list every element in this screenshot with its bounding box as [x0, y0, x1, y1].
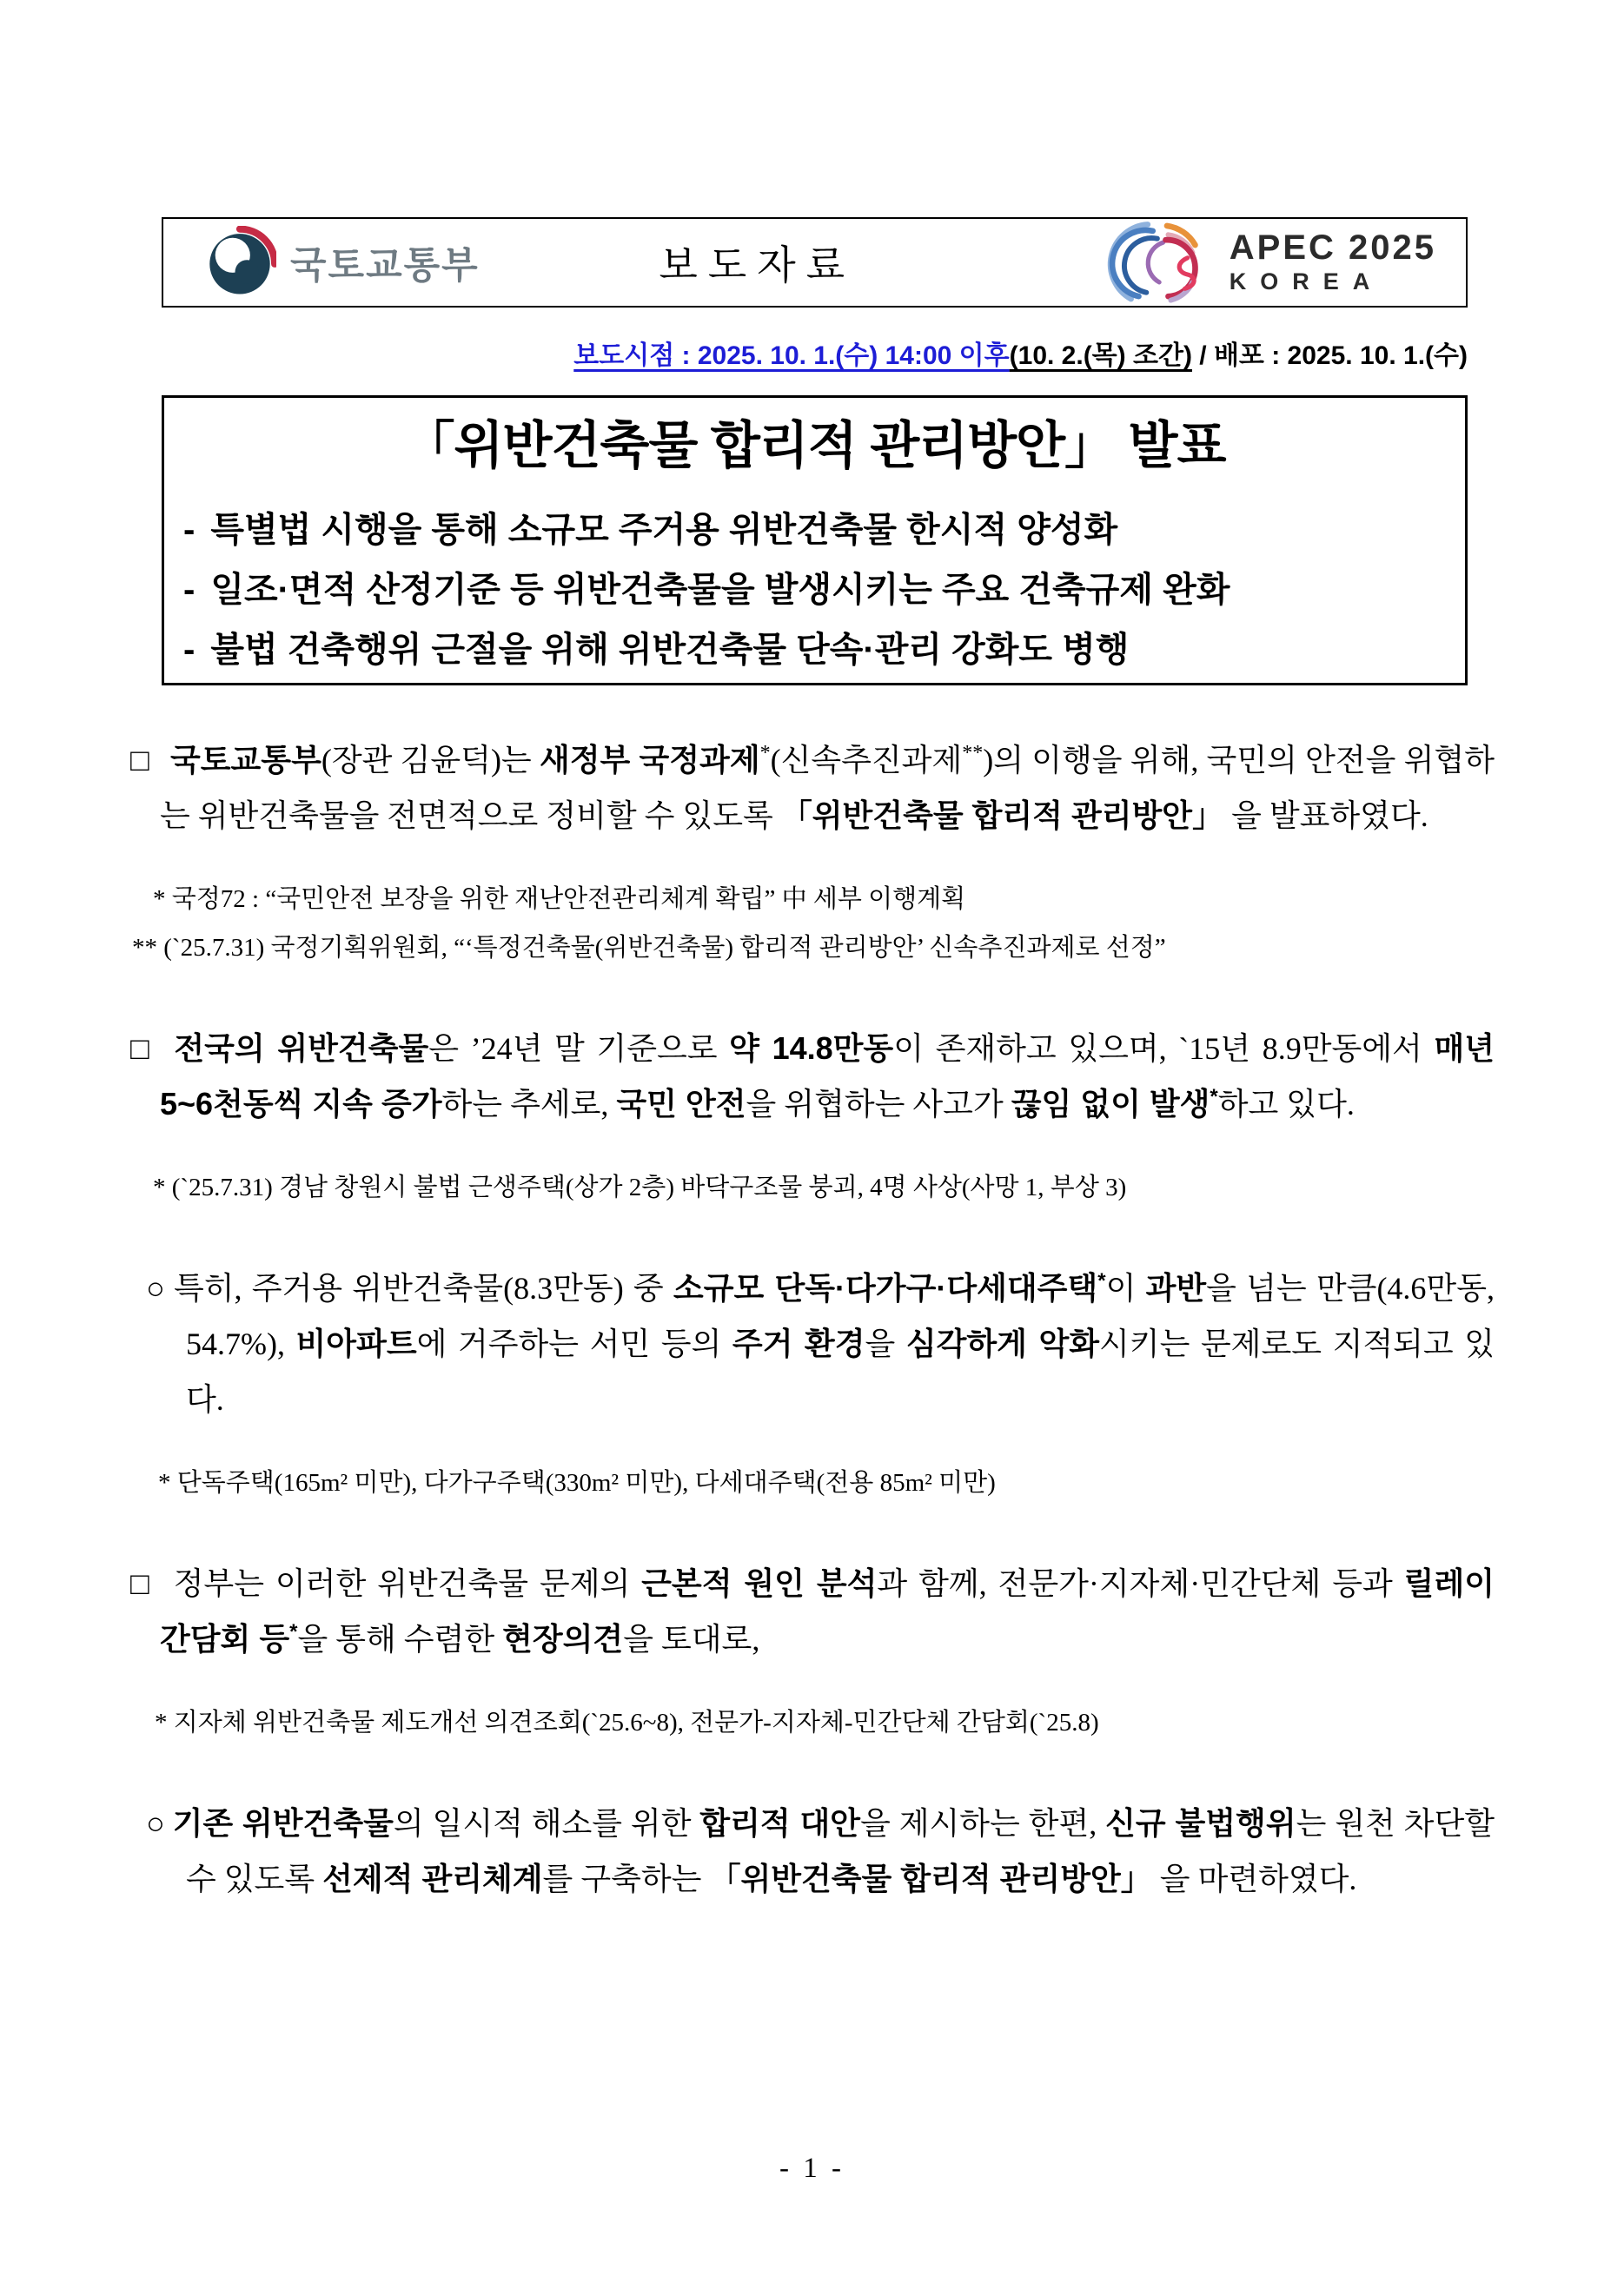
header-box: [162, 217, 1468, 308]
text-run: 소규모 단독·다가구·다세대주택: [673, 1270, 1098, 1306]
text-run: 을 제시하는 한편,: [860, 1806, 1106, 1841]
text-run: 특히, 주거용 위반건축물(8.3만동) 중: [173, 1271, 673, 1306]
footnote-line: * 지자체 위반건축물 제도개선 의견조회(`25.6~8), 전문가-지자체-민간단체 간담회(`25.8): [155, 1709, 1099, 1737]
text-run: )의 이행을 위해, 국민의 안전을 위협하는 위반건축물을 전면적으로 정비할 수 있도록: [160, 743, 1495, 833]
text-run: (신속추진과제: [770, 743, 963, 777]
text-run: 을 토대로,: [623, 1622, 760, 1657]
text-run: 과 함께, 전문가·지자체·민간단체 등과: [877, 1566, 1404, 1601]
text-run: 끊임 없이 발생: [1011, 1086, 1210, 1122]
footnote-block: [130, 1459, 1495, 1507]
text-run: 새정부 국정과제: [539, 742, 760, 777]
page-title: 「위반건축물 합리적 관리방안」 발표: [403, 417, 1226, 474]
text-run: 이 존재하고 있으며, `15년 8.9만동에서: [893, 1031, 1435, 1066]
superscript-asterisk: *: [289, 1620, 298, 1644]
text-run: 는 원천 차단할 수 있도록: [186, 1806, 1495, 1896]
molit-taegeuk-icon: [203, 226, 276, 299]
text-run: 을 발표하였다.: [1223, 798, 1428, 833]
title-box-bullet-text: 불법 건축행위 근절을 위해 위반건축물 단속·관리 강화도 병행: [210, 631, 1130, 669]
apec-title: APEC 2025: [1229, 228, 1436, 267]
text-run: 심각하게 악화: [905, 1326, 1100, 1361]
text-run: 약 14.8만동: [729, 1030, 894, 1066]
footnote-line: * 단독주택(165m² 미만), 다가구주택(330m² 미만), 다세대주택(전용 85m² 미만): [158, 1469, 996, 1497]
square-marker: □: [130, 743, 149, 777]
superscript-asterisk: *: [1097, 1269, 1106, 1293]
title-box-bullet-text: 특별법 시행을 통해 소규모 주거용 위반건축물 한시적 양성화: [210, 511, 1118, 549]
text-run: 를 구축하는: [542, 1862, 710, 1896]
title-box-bullet-text: 일조·면적 산정기준 등 위반건축물을 발생시키는 주요 건축규제 완화: [210, 571, 1230, 609]
body-paragraph: [130, 1796, 1495, 1907]
text-run: 기존 위반건축물: [172, 1805, 394, 1841]
text-run: 하는 추세로,: [441, 1087, 617, 1122]
title-box-bullets: [183, 500, 1446, 680]
embargo-time: 보도시점 : 2025. 10. 1.(수) 14:00 이후: [573, 341, 1010, 370]
text-run: 정부는 이러한 위반건축물 문제의: [173, 1566, 642, 1601]
release-info-line: [162, 334, 1468, 372]
body-paragraph: [130, 1556, 1495, 1667]
body-paragraph: [130, 1021, 1495, 1132]
text-run: 과반: [1145, 1270, 1207, 1306]
circle-marker: ○: [146, 1271, 167, 1306]
page-number: - 1 -: [779, 2153, 845, 2184]
text-run: 현장의견: [502, 1621, 624, 1657]
title-box: [162, 395, 1468, 685]
text-run: 을 위협하는 사고가: [746, 1087, 1011, 1122]
ministry-name: 국토교통부: [290, 244, 480, 287]
text-run: 릴레이 간담회 등: [160, 1565, 1495, 1657]
circle-marker: ○: [146, 1806, 166, 1841]
body-paragraph: [130, 732, 1495, 844]
dash-marker: -: [183, 631, 196, 669]
text-run: 에 거주하는 서민 등의: [416, 1327, 732, 1361]
square-marker: □: [130, 1031, 154, 1066]
dash-marker: -: [183, 571, 196, 609]
text-run: 은 ’24년 말 기준으로: [428, 1031, 730, 1066]
text-run: 「위반건축물 합리적 관리방안」: [780, 797, 1224, 833]
text-run: 을: [865, 1327, 906, 1361]
apec-mark-icon: [1087, 221, 1217, 304]
title-box-bullet: [183, 500, 1446, 560]
footnote-line: * 국정72 : “국민안전 보장을 위한 재난안전관리체계 확립” 中 세부 이행계획: [153, 885, 966, 913]
text-run: 주거 환경: [732, 1326, 865, 1361]
text-run: 전국의 위반건축물: [174, 1030, 429, 1066]
apec-2025-logo: [1087, 221, 1436, 304]
apec-wordmark: [1230, 228, 1436, 296]
doc-type-label: 보도자료: [659, 242, 856, 288]
footnote-line: * (`25.7.31) 경남 창원시 불법 근생주택(상가 2층) 바닥구조물 붕괴, 4명 사상(사망 1, 부상 3): [153, 1174, 1127, 1201]
text-run: 하고 있다.: [1217, 1087, 1355, 1122]
embargo-note: (10. 2.(목) 조간): [1009, 341, 1192, 370]
distribution-date: / 배포 : 2025. 10. 1.(수): [1191, 341, 1468, 370]
text-run: 비아파트: [295, 1326, 417, 1361]
document-body: [130, 732, 1495, 1907]
title-box-bullet: [183, 620, 1446, 680]
text-run: 국민 안전: [616, 1086, 746, 1122]
text-run: 국토교통부: [169, 742, 321, 777]
footnote-block: [130, 875, 1495, 972]
text-run: 을 마련하였다.: [1151, 1862, 1357, 1896]
body-paragraph: [130, 1260, 1495, 1427]
title-box-bullet: [183, 560, 1446, 620]
footnote-line: ** (`25.7.31) 국정기획위원회, “‘특정건축물(위반건축물) 합리적 관리방안’ 신속추진과제로 선정”: [132, 934, 1166, 962]
text-run: (장관 김윤덕)는: [321, 743, 540, 777]
text-run: 의 일시적 해소를 위한: [393, 1806, 700, 1841]
square-marker: □: [130, 1566, 153, 1601]
text-run: 근본적 원인 분석: [641, 1565, 878, 1601]
superscript-asterisk: **: [962, 742, 984, 764]
text-run: 시키는 문제로도 지적되고 있다.: [186, 1327, 1495, 1417]
apec-subtitle: KOREA: [1229, 268, 1384, 294]
text-run: 이: [1105, 1271, 1146, 1306]
molit-logo: [203, 226, 480, 299]
text-run: 「위반건축물 합리적 관리방안」: [709, 1861, 1152, 1896]
text-run: 선제적 관리체계: [322, 1861, 543, 1896]
text-run: 을 통해 수렴한: [297, 1622, 503, 1657]
text-run: 매년 5~6천동씩 지속 증가: [160, 1030, 1495, 1122]
text-run: 을 넘는 만큼(4.6만동, 54.7%),: [186, 1271, 1495, 1361]
footnote-block: [130, 1698, 1495, 1747]
text-run: 합리적 대안: [699, 1805, 861, 1841]
dash-marker: -: [183, 511, 196, 549]
superscript-asterisk: *: [759, 742, 771, 764]
superscript-asterisk: *: [1210, 1085, 1218, 1108]
footnote-block: [130, 1163, 1495, 1212]
text-run: 신규 불법행위: [1105, 1805, 1296, 1841]
